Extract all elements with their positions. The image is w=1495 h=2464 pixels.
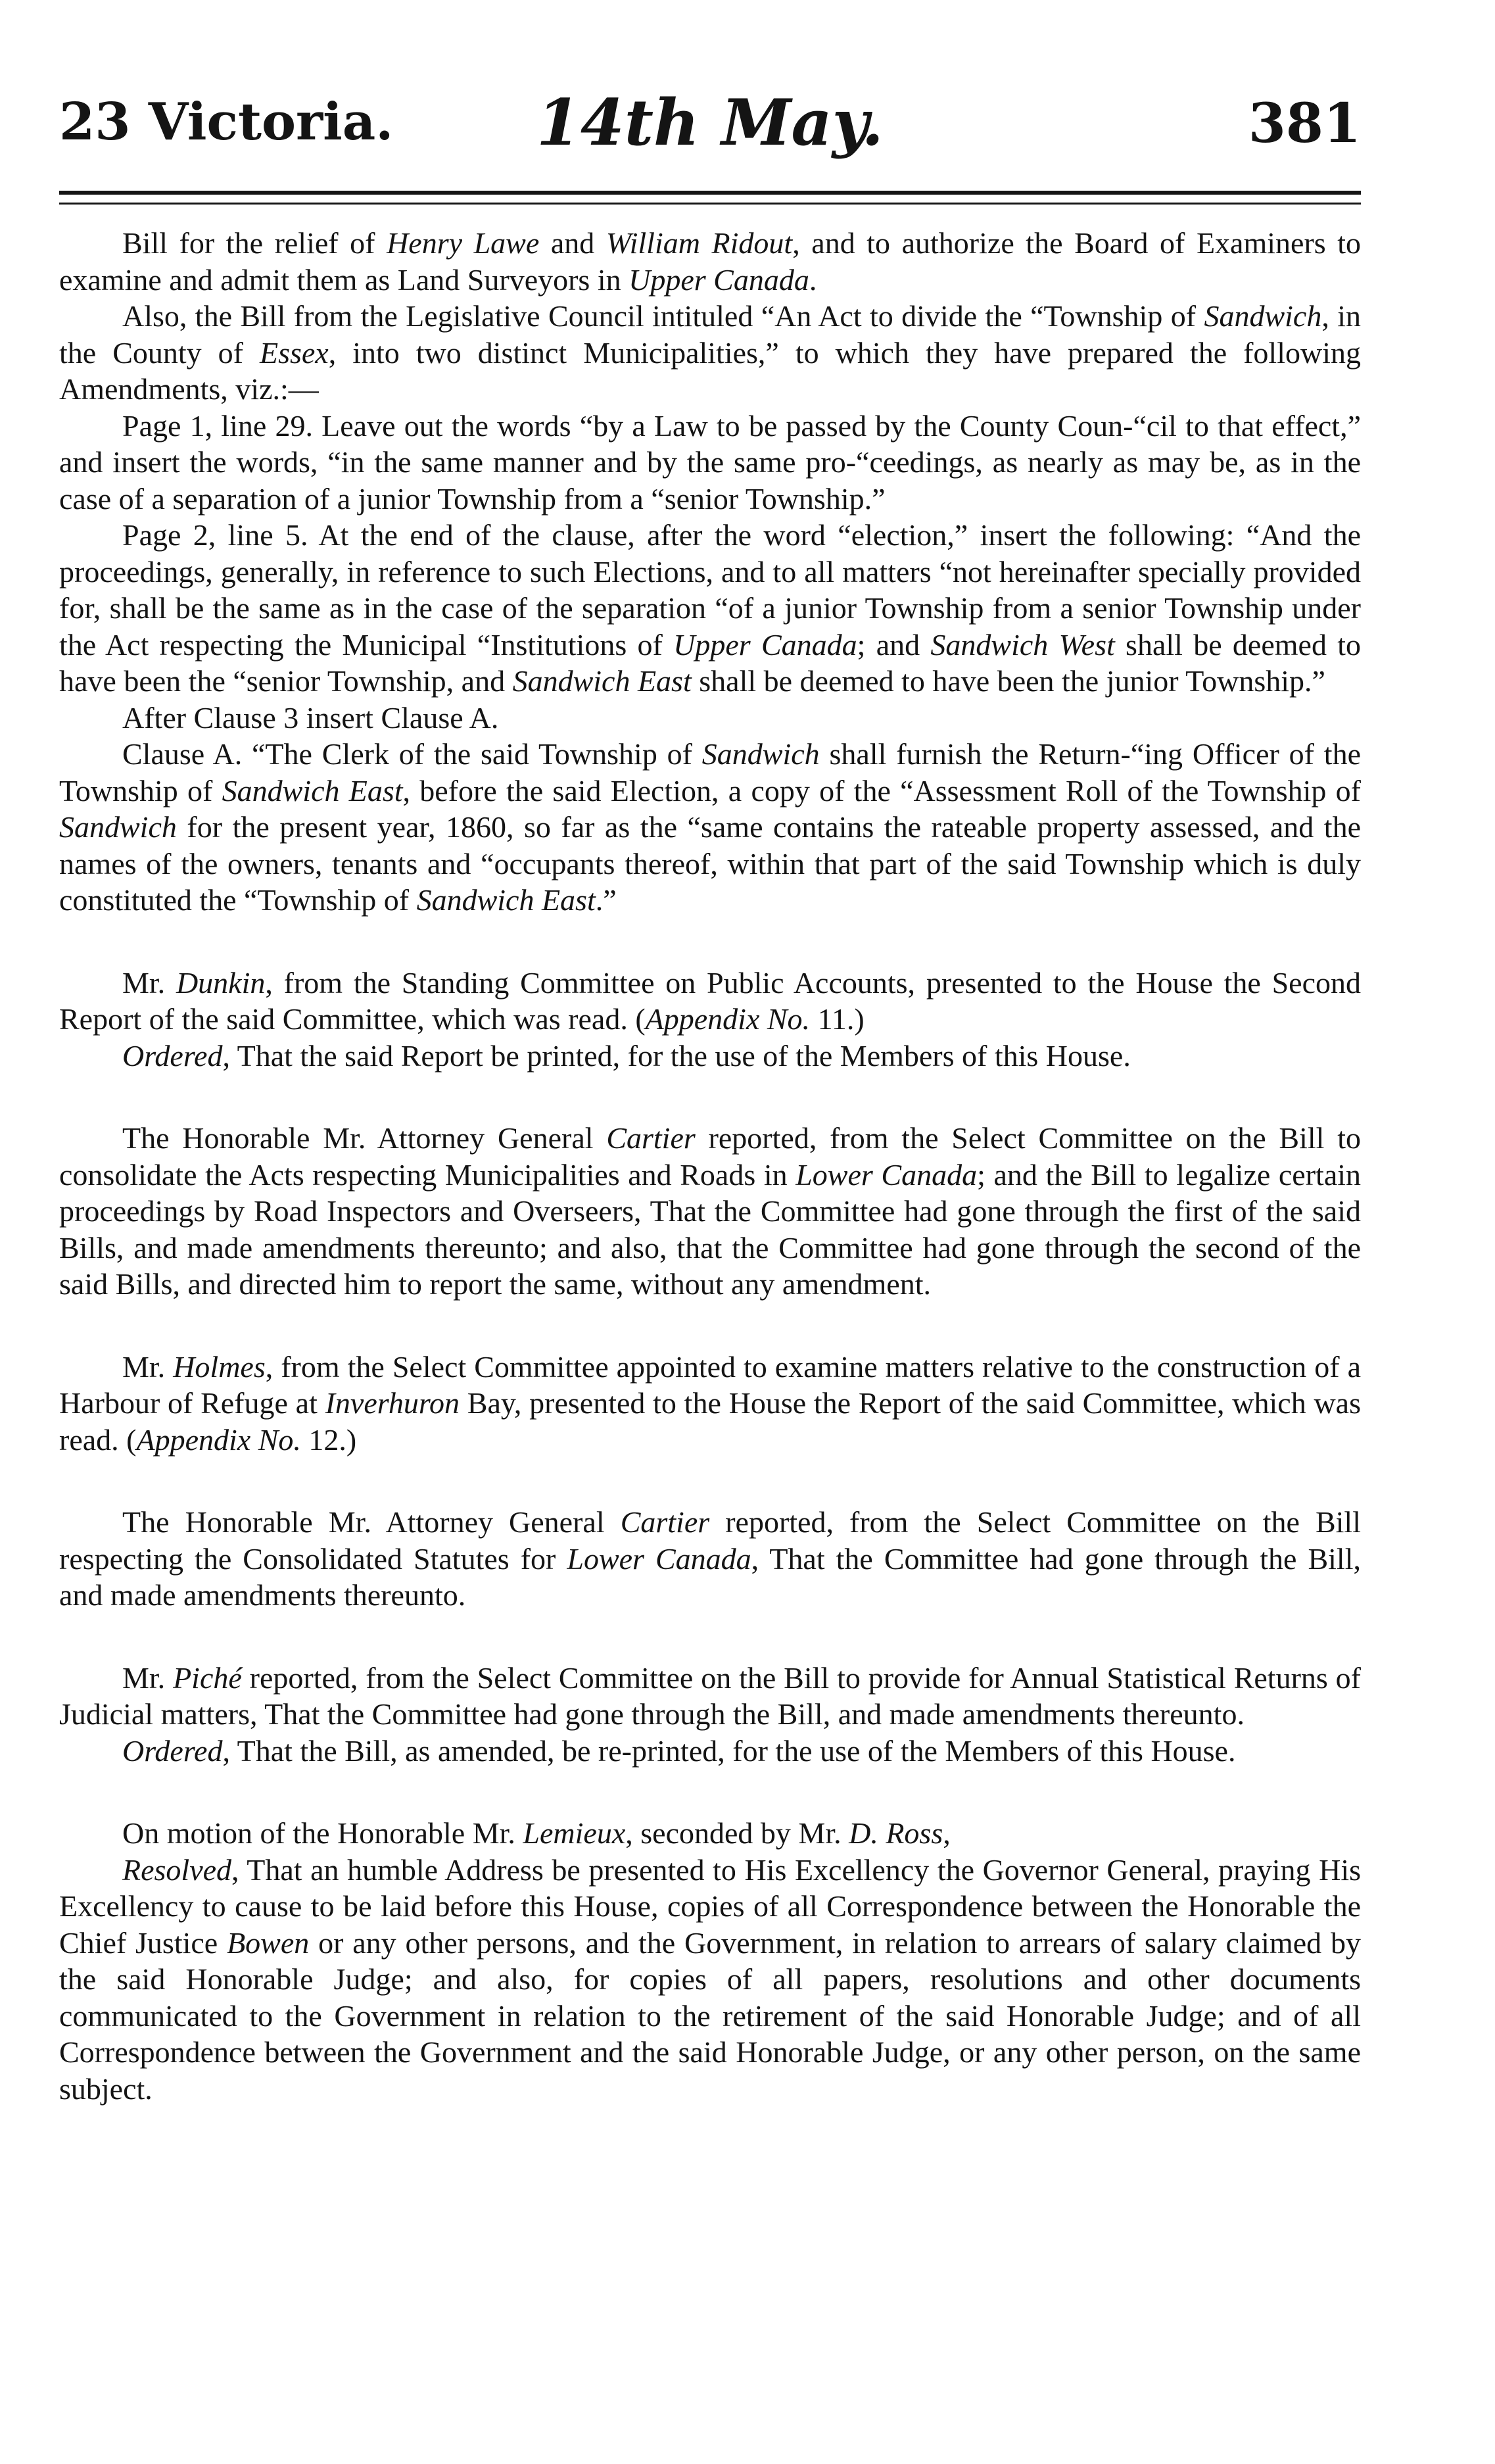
paragraph-motion: On motion of the Honorable Mr. Lemieux, seconded by Mr. D. Ross, — [122, 1816, 951, 1850]
date-heading: 14th May. — [536, 85, 884, 160]
session-label: 23 Victoria. — [59, 92, 394, 152]
header-rule-thin — [59, 203, 1361, 205]
paragraph-cartier-statutes: The Honorable Mr. Attorney General Cartier reported, from the Select Committee on the Bill respecting the Consolidated Statutes for Lower Canada, That the Committee had gone through the Bill, and made amendments thereunto. — [59, 1505, 1361, 1612]
paragraph-amendment-page1: Page 1, line 29. Leave out the words “by a Law to be passed by the County Coun-“cil to that effect,” and insert the words, “in the same manner and by the same pro-“ceedings, as nearly as may be, as in the case of a separation of a junior Township from a “senior Township.” — [59, 408, 1361, 516]
paragraph-sandwich-bill: Also, the Bill from the Legislative Council intituled “An Act to divide the “Township of Sandwich, in the County of Essex, into two distinct Municipalities,” to which they have prepared the following Amendments, viz.:— — [59, 299, 1361, 406]
paragraph-insert-clause: After Clause 3 insert Clause A. — [122, 700, 499, 735]
paragraph-cartier-municipalities: The Honorable Mr. Attorney General Cartier reported, from the Select Committee on the Bill to consolidate the Acts respecting Municipalities and Roads in Lower Canada; and the Bill to legalize certain proceedings by Road Inspectors and Overseers, That the Committee had gone through the first of the said Bills, and made amendments thereunto; and also, that the Committee had gone through the second of the said Bills, and directed him to report the same, without any amendment. — [59, 1121, 1362, 1301]
running-header — [59, 85, 1361, 164]
paragraph-clause-a: Clause A. “The Clerk of the said Township of Sandwich shall furnish the Return-“ing Officer of the Township of Sandwich East, before the said Election, a copy of the “Assessment Roll of the Township of Sandwich for the present year, 1860, so far as the “same contains the rateable property assessed, and the names of the owners, tenants and “occupants thereof, within that part of the said Township which is duly constituted the “Township of Sandwich East.” — [59, 737, 1361, 917]
paragraph-ordered-printed: Ordered, That the said Report be printed, for the use of the Members of this House. — [122, 1038, 1131, 1073]
header-rule-thick — [59, 191, 1361, 195]
paragraph-resolved-address: Resolved, That an humble Address be presented to His Excellency the Governor General, praying His Excellency to cause to be laid before this House, copies of all Correspondence between the Honorable the Chief Justice Bowen or any other persons, and the Government, in relation to arrears of salary claimed by the said Honorable Judge; and also, for copies of all papers, resolutions and other documents communicated to the Government in relation to the retirement of the said Honorable Judge; and of all Correspondence between the Government and the said Honorable Judge, or any other person, on the same subject. — [59, 1852, 1361, 2106]
paragraph-land-surveyors-bill: Bill for the relief of Henry Lawe and William Ridout, and to authorize the Board of Examiners to examine and admit them as Land Surveyors in Upper Canada. — [59, 226, 1362, 297]
paragraph-holmes-report: Mr. Holmes, from the Select Committee appointed to examine matters relative to the construction of a Harbour of Refuge at Inverhuron Bay, presented to the House the Report of the said Committee, which was read. (Appendix No. 12.) — [59, 1349, 1362, 1457]
paragraph-piche-report: Mr. Piché reported, from the Select Committee on the Bill to provide for Annual Statistical Returns of Judicial matters, That the Committee had gone through the Bill, and made amendments thereunto. — [59, 1660, 1361, 1731]
paragraph-amendment-page2: Page 2, line 5. At the end of the clause, after the word “election,” insert the following: “And the proceedings, generally, in reference to such Elections, and to all matters “not hereinafter specially provided for, shall be the same as in the case of the separation “of a junior Township from a senior Township under the Act respecting the Municipal “Institutions of Upper Canada; and Sandwich West shall be deemed to have been the “senior Township, and Sandwich East shall be deemed to have been the junior Township.” — [59, 518, 1362, 698]
page-number: 381 — [1248, 92, 1361, 155]
paragraph-ordered-reprinted: Ordered, That the Bill, as amended, be re-printed, for the use of the Members of this House. — [122, 1733, 1236, 1768]
page-body — [59, 225, 1361, 2107]
paragraph-dunkin-report: Mr. Dunkin, from the Standing Committee on Public Accounts, presented to the House the Second Report of the said Committee, which was read. (Appendix No. 11.) — [59, 965, 1362, 1036]
